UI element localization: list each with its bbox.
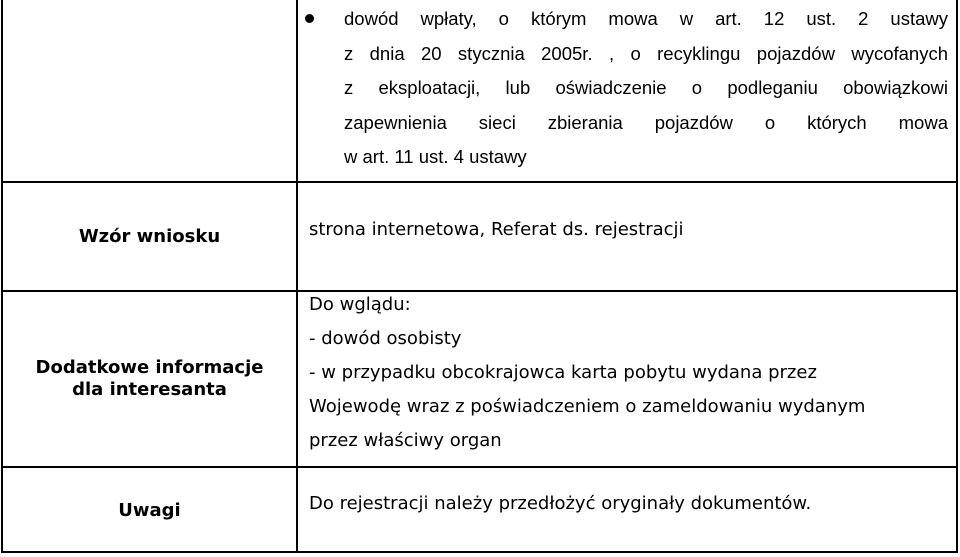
- bullet-line: z eksploatacji, lub oświadczenie o podleganiu obowiązkowi: [344, 77, 948, 98]
- table-bottom-border: [1, 551, 958, 553]
- bullet-icon: [305, 14, 314, 23]
- info-line: Wojewodę wraz z poświadczeniem o zameldowaniu wydanym: [309, 396, 866, 417]
- bullet-item-text: [344, 2, 948, 175]
- row-divider-3: [1, 466, 958, 468]
- bullet-line: z dnia 20 stycznia 2005r. , o recyklingu pojazdów wycofanych: [344, 42, 948, 64]
- label-line: Dodatkowe informacje: [35, 357, 264, 378]
- row-divider-1: [1, 181, 958, 183]
- bullet-line: w art. 11 ust. 4 ustawy: [344, 146, 527, 167]
- uwagi-value: Do rejestracji należy przedłożyć oryginały dokumentów.: [309, 493, 812, 514]
- info-line: - w przypadku obcokrajowca karta pobytu wydana przez: [309, 362, 817, 383]
- info-line: Do wglądu:: [309, 294, 411, 315]
- bullet-line: zapewnienia sieci zbierania pojazdów o których mowa: [344, 111, 948, 133]
- dodatkowe-informacje-label: [2, 357, 297, 401]
- table-column-divider: [296, 0, 298, 553]
- table-right-border: [956, 0, 958, 553]
- wzor-wniosku-label: Wzór wniosku: [78, 226, 221, 247]
- info-line: przez właściwy organ: [309, 430, 502, 451]
- info-line: - dowód osobisty: [309, 328, 462, 349]
- bullet-line: dowód wpłaty, o którym mowa w art. 12 ust. 2 ustawy: [344, 8, 948, 29]
- dodatkowe-informacje-value: [309, 288, 949, 458]
- uwagi-label: Uwagi: [118, 500, 181, 521]
- wzor-wniosku-value: strona internetowa, Referat ds. rejestracji: [309, 219, 684, 240]
- label-line: dla interesanta: [72, 379, 227, 400]
- table-left-border: [1, 0, 3, 553]
